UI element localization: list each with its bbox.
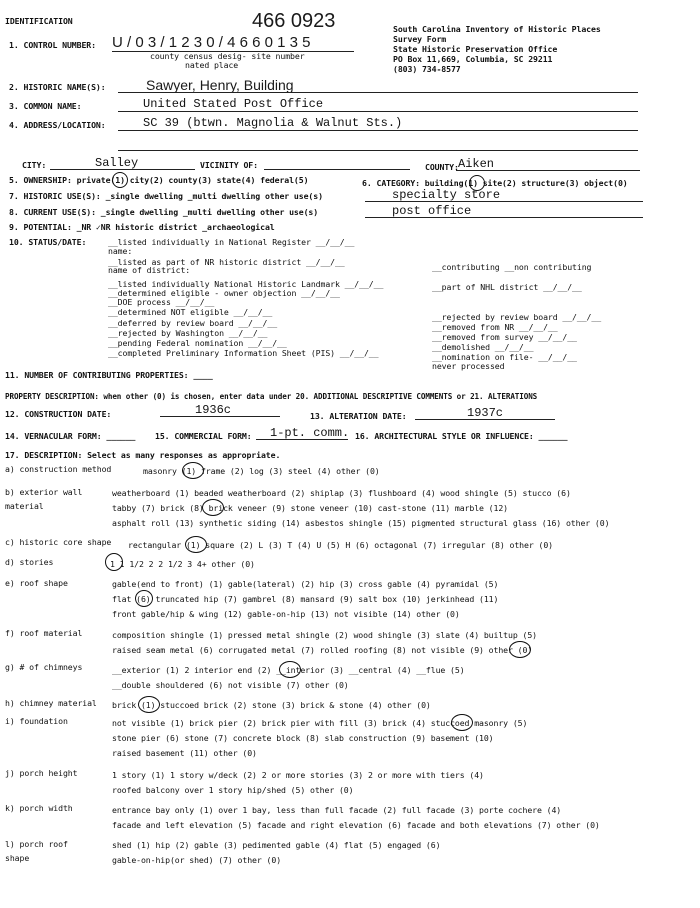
historic-use-line: 7. HISTORIC USE(S): _single dwelling _multi dwelling other use(s) bbox=[9, 191, 323, 201]
address-underline-2 bbox=[118, 150, 638, 151]
desc-g-options: __double shouldered (6) not visible (7) other (0) bbox=[112, 680, 349, 690]
desc-d-options: 1 1 1/2 2 2 1/2 3 4+ other (0) bbox=[110, 559, 255, 569]
status-item: __listed individually in National Register __/__/__ bbox=[108, 237, 355, 247]
selection-circle bbox=[182, 462, 204, 479]
status-item: name of district: bbox=[108, 265, 191, 275]
desc-g-options: __exterior (1) 2 interior end (2) __interior (3) __central (4) __flue (5) bbox=[112, 665, 465, 675]
status-item: __nomination on file- __/__/__ bbox=[432, 352, 577, 362]
vernacular-form-line: 14. VERNACULAR FORM: ______ bbox=[5, 431, 136, 441]
desc-e-label: e) roof shape bbox=[5, 578, 68, 588]
selection-circle bbox=[185, 536, 207, 553]
desc-k-options: facade and left elevation (5) facade and right elevation (6) facade and both elevations (7) other (0) bbox=[112, 820, 600, 830]
desc-e-options: gable(end to front) (1) gable(lateral) (2) hip (3) cross gable (4) pyramidal (5) bbox=[112, 579, 499, 589]
alteration-date-value: 1937c bbox=[467, 406, 504, 420]
control-number-label: 1. CONTROL NUMBER: bbox=[9, 40, 96, 50]
desc-k-label: k) porch width bbox=[5, 803, 73, 813]
ownership-line: 5. OWNERSHIP: private(1) city(2) county(3) state(4) federal(5) bbox=[9, 175, 309, 185]
current-use-line: 8. CURRENT USE(S): _single dwelling _multi dwelling other use(s) bbox=[9, 207, 319, 217]
desc-j-options: roofed balcony over 1 story hip/shed (5) other (0) bbox=[112, 785, 354, 795]
selection-circle bbox=[105, 553, 123, 571]
desc-e-options: flat (6) truncated hip (7) gambrel (8) mansard (9) salt box (10) jerkinhead (11) bbox=[112, 594, 499, 604]
desc-c-label: c) historic core shape bbox=[5, 537, 112, 547]
status-item: name: bbox=[108, 246, 133, 256]
desc-i-options: not visible (1) brick pier (2) brick pier with fill (3) brick (4) stuccoed masonry (5) bbox=[112, 718, 528, 728]
historic-name-value: Sawyer, Henry, Building bbox=[146, 77, 294, 93]
common-name-label: 3. COMMON NAME: bbox=[9, 101, 82, 111]
selection-circle bbox=[135, 590, 153, 607]
desc-h-options: brick (1) stuccoed brick (2) stone (3) brick & stone (4) other (0) bbox=[112, 700, 431, 710]
commercial-form-underline bbox=[256, 439, 348, 440]
status-item: __contributing __non contributing bbox=[432, 262, 592, 272]
status-item: __listed as part of NR historic district __/__/__ bbox=[108, 257, 345, 267]
agency-line: Survey Form bbox=[393, 34, 447, 44]
desc-k-options: entrance bay only (1) over 1 bay, less than full facade (2) full facade (3) porte cochere (4) bbox=[112, 805, 562, 815]
desc-b-options: tabby (7) brick (8) brick veneer (9) stone veneer (10) cast-stone (11) marble (12) bbox=[112, 503, 509, 513]
common-name-underline bbox=[118, 111, 638, 112]
county-label: COUNTY: bbox=[425, 162, 459, 172]
desc-f-options: raised seam metal (6) corrugated metal (7) rolled roofing (8) not visible (9) other (0) bbox=[112, 645, 533, 655]
desc-f-options: composition shingle (1) pressed metal shingle (2) wood shingle (3) slate (4) builtup (5) bbox=[112, 630, 537, 640]
address-label: 4. ADDRESS/LOCATION: bbox=[9, 120, 106, 130]
selection-circle bbox=[138, 696, 160, 713]
desc-d-label: d) stories bbox=[5, 557, 54, 567]
desc-h-label: h) chimney material bbox=[5, 698, 97, 708]
desc-l-options: gable-on-hip(or shed) (7) other (0) bbox=[112, 855, 282, 865]
agency-line: State Historic Preservation Office bbox=[393, 44, 558, 54]
current-use-underline bbox=[365, 217, 643, 218]
desc-l-label: l) porch roof bbox=[5, 839, 68, 849]
county-value: Aiken bbox=[458, 157, 495, 171]
identification-heading: IDENTIFICATION bbox=[5, 16, 73, 26]
status-item: __completed Preliminary Information Sheet (PIS) __/__/__ bbox=[108, 348, 379, 358]
property-description-line: PROPERTY DESCRIPTION: when other (0) is chosen, enter data under 20. ADDITIONAL DESCRIPTIVE COMMENTS or 21. ALTERATIONS bbox=[5, 392, 538, 401]
status-item: __deferred by review board __/__/__ bbox=[108, 318, 278, 328]
historic-name-underline bbox=[118, 92, 638, 93]
current-use-value: post office bbox=[392, 204, 472, 218]
construction-date-underline bbox=[160, 416, 280, 417]
alteration-date-underline bbox=[415, 419, 555, 420]
desc-a-options: masonry (1) frame (2) log (3) steel (4) other (0) bbox=[143, 466, 380, 476]
status-item: never processed bbox=[432, 361, 505, 371]
vicinity-label: VICINITY OF: bbox=[200, 160, 258, 170]
desc-b-options: asphalt roll (13) synthetic siding (14) asbestos shingle (15) pigmented structural glass (16) other (0) bbox=[112, 518, 610, 528]
city-underline bbox=[50, 169, 195, 170]
desc-i-options: raised basement (11) other (0) bbox=[112, 748, 257, 758]
selection-circle bbox=[451, 714, 473, 731]
address-underline bbox=[118, 130, 638, 131]
desc-j-options: 1 story (1) 1 story w/deck (2) 2 or more stories (3) 2 or more with tiers (4) bbox=[112, 770, 484, 780]
address-value: SC 39 (btwn. Magnolia & Walnut Sts.) bbox=[143, 116, 403, 130]
status-item: __DOE process __/__/__ bbox=[108, 297, 215, 307]
selection-circle bbox=[202, 499, 224, 516]
desc-a-label: a) construction method bbox=[5, 464, 112, 474]
desc-c-options: rectangular (1) square (2) L (3) T (4) U (5) H (6) octagonal (7) irregular (8) other (0) bbox=[128, 540, 553, 550]
desc-i-label: i) foundation bbox=[5, 716, 68, 726]
commercial-form-label: 15. COMMERCIAL FORM: bbox=[155, 431, 252, 441]
status-item: __part of NHL district __/__/__ bbox=[432, 282, 582, 292]
construction-date-value: 1936c bbox=[195, 403, 232, 417]
status-item: __determined eligible - owner objection __/__/__ bbox=[108, 288, 340, 298]
desc-l-label-2: shape bbox=[5, 853, 30, 863]
ownership-circle bbox=[112, 172, 128, 188]
agency-line: PO Box 11,669, Columbia, SC 29211 bbox=[393, 54, 553, 64]
status-item: __demolished __/__/__ bbox=[432, 342, 534, 352]
handwritten-number: 466 0923 bbox=[252, 10, 336, 32]
status-item: __determined NOT eligible __/__/__ bbox=[108, 307, 273, 317]
city-label: CITY: bbox=[22, 160, 47, 170]
desc-b-label: b) exterior wall bbox=[5, 487, 83, 497]
desc-g-label: g) # of chimneys bbox=[5, 662, 83, 672]
historic-name-label: 2. HISTORIC NAME(S): bbox=[9, 82, 106, 92]
control-number-value: U / 0 3 / 1 2 3 0 / 4 6 6 0 1 3 5 bbox=[112, 34, 311, 51]
potential-line: 9. POTENTIAL: _NR ✓NR historic district _archaeological bbox=[9, 222, 275, 232]
status-item: __rejected by review board __/__/__ bbox=[432, 312, 602, 322]
city-value: Salley bbox=[95, 156, 139, 170]
contributing-properties-line: 11. NUMBER OF CONTRIBUTING PROPERTIES: ____ bbox=[5, 370, 213, 380]
agency-line: (803) 734-8577 bbox=[393, 64, 461, 74]
description-header: 17. DESCRIPTION: Select as many responses as appropriate. bbox=[5, 450, 281, 460]
status-label: 10. STATUS/DATE: bbox=[9, 237, 87, 247]
status-item: __removed from survey __/__/__ bbox=[432, 332, 577, 342]
selection-circle bbox=[509, 641, 531, 658]
historic-use-underline bbox=[365, 201, 643, 202]
historic-use-value: specialty store bbox=[392, 188, 501, 202]
construction-date-label: 12. CONSTRUCTION DATE: bbox=[5, 409, 112, 419]
desc-j-label: j) porch height bbox=[5, 768, 78, 778]
alteration-date-label: 13. ALTERATION DATE: bbox=[310, 411, 407, 421]
desc-i-options: stone pier (6) stone (7) concrete block (8) slab construction (9) basement (10) bbox=[112, 733, 494, 743]
common-name-value: United Stated Post Office bbox=[143, 97, 324, 111]
desc-e-options: front gable/hip & wing (12) gable-on-hip (13) not visible (14) other (0) bbox=[112, 609, 460, 619]
agency-line: South Carolina Inventory of Historic Places bbox=[393, 24, 601, 34]
county-underline bbox=[456, 170, 640, 171]
selection-circle bbox=[279, 661, 301, 678]
status-item: __rejected by Washington __/__/__ bbox=[108, 328, 268, 338]
control-number-sublabel: county census desig- site number bbox=[150, 51, 305, 61]
control-number-sublabel: nated place bbox=[185, 60, 239, 70]
desc-b-label-2: material bbox=[5, 501, 44, 511]
architectural-style-line: 16. ARCHITECTURAL STYLE OR INFLUENCE: ______ bbox=[355, 431, 568, 441]
commercial-form-value: 1-pt. comm. bbox=[270, 426, 350, 440]
desc-f-label: f) roof material bbox=[5, 628, 83, 638]
desc-b-options: weatherboard (1) beaded weatherboard (2) shiplap (3) flushboard (4) wood shingle (5) stucco (6) bbox=[112, 488, 571, 498]
status-item: __listed individually National Historic Landmark __/__/__ bbox=[108, 279, 384, 289]
category-line: 6. CATEGORY: building(1) site(2) structure(3) object(0) bbox=[362, 178, 628, 188]
desc-l-options: shed (1) hip (2) gable (3) pedimented gable (4) flat (5) engaged (6) bbox=[112, 840, 441, 850]
vicinity-underline bbox=[264, 169, 410, 170]
status-item: __pending Federal nomination __/__/__ bbox=[108, 338, 287, 348]
status-item: __removed from NR __/__/__ bbox=[432, 322, 558, 332]
